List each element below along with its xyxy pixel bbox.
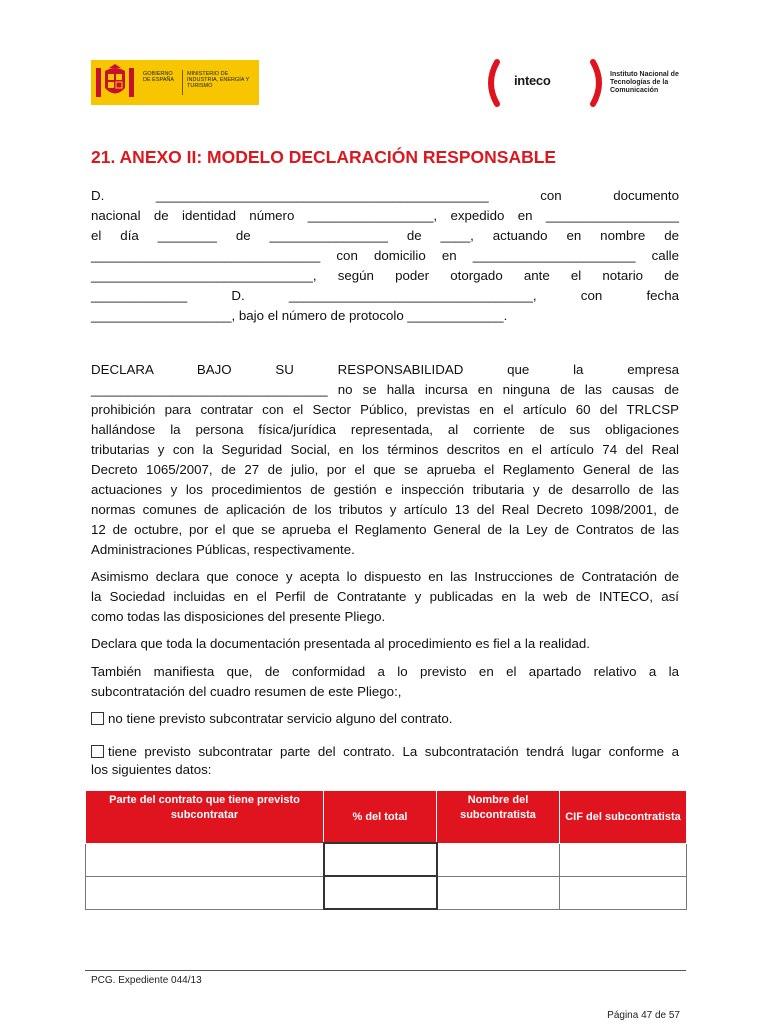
option-no-subcontratar: [91, 709, 452, 729]
gobierno-logo: [91, 60, 259, 105]
declara-line: actuaciones y los procedimientos de gestión e inspección tributaria y de desarrollo de las: [91, 482, 679, 497]
inteco-name: inteco: [514, 73, 551, 88]
identity-line: D. _____________________________________________ con documento: [91, 188, 679, 203]
subcontratacion-table: [85, 790, 687, 910]
declara-doc-line: Declara que toda la documentación presentada al procedimiento es fiel a la realidad.: [91, 636, 590, 651]
header-cif: CIF del subcontratista: [560, 791, 687, 844]
asimismo-line: como todas las disposiciones del presente Pliego.: [91, 609, 386, 624]
declara-line: Administraciones Públicas, respectivamente.: [91, 542, 355, 557]
page-title: 21. ANEXO II: MODELO DECLARACIÓN RESPONSABLE: [91, 147, 557, 167]
footer-expediente: PCG. Expediente 044/13: [91, 975, 202, 986]
cell-nombre[interactable]: [437, 843, 560, 876]
option-si-line: los siguientes datos:: [91, 762, 212, 777]
declara-line: tributarias y con la Seguridad Social, en los términos descritos en el artículo 74 del Real: [91, 442, 679, 457]
declara-line: ________________________________ no se halla incursa en ninguna de las causas de: [91, 382, 679, 397]
declara-line: hallándose la persona física/jurídica representada, al corriente de sus obligaciones: [91, 422, 679, 437]
declara-line: Decreto 1065/2007, de 27 de julio, por el que se aprueba el Reglamento General de las: [91, 462, 679, 477]
identity-line: nacional de identidad número _________________, expedido en __________________: [91, 208, 679, 223]
checkbox-si-subcontratar[interactable]: [91, 745, 104, 758]
tambien-line: subcontratación del cuadro resumen de este Pliego:,: [91, 684, 402, 699]
coat-of-arms-icon: [96, 64, 134, 101]
cell-cif[interactable]: [560, 843, 687, 876]
option-si-label: tiene previsto subcontratar parte del contrato. La subcontratación tendrá lugar conforme a: [108, 744, 679, 759]
header-porcentaje: % del total: [324, 791, 437, 844]
table-row: [86, 876, 687, 909]
identity-line: ______________________________, según poder otorgado ante el notario de: [91, 268, 679, 283]
header-nombre: Nombre del subcontratista: [437, 791, 560, 844]
cell-porcentaje[interactable]: [324, 843, 437, 876]
identity-line: _____________ D. _________________________________, con fecha: [91, 288, 679, 303]
identity-line: ___________________, bajo el número de protocolo _____________.: [91, 308, 508, 323]
identity-line: el día ________ de ________________ de ____, actuando en nombre de: [91, 228, 679, 243]
footer-divider: [85, 970, 686, 971]
cell-nombre[interactable]: [437, 876, 560, 909]
asimismo-line: la Sociedad incluidas en el Perfil de Contratante y publicadas en la web de INTECO, así: [91, 589, 679, 604]
table-row: [86, 843, 687, 876]
footer-page-number: Página 47 de 57: [607, 1010, 680, 1021]
declara-line: prohibición para contratar con el Sector Público, previstas en el artículo 60 del TRLCSP: [91, 402, 679, 417]
ministerio-text: MINISTERIO DE INDUSTRIA, ENERGÍA Y TURISMO: [187, 71, 250, 89]
option-si-subcontratar: [91, 742, 679, 762]
cell-porcentaje[interactable]: [324, 876, 437, 909]
cell-parte[interactable]: [86, 876, 324, 909]
cell-parte[interactable]: [86, 843, 324, 876]
asimismo-line: Asimismo declara que conoce y acepta lo dispuesto en las Instrucciones de Contratación de: [91, 569, 679, 584]
declara-line: 12 de octubre, por el que se aprueba el Reglamento General de la Ley de Contratos de las: [91, 522, 679, 537]
cell-cif[interactable]: [560, 876, 687, 909]
checkbox-no-subcontratar[interactable]: [91, 712, 104, 725]
gobierno-text: GOBIERNO DE ESPAÑA: [143, 71, 175, 83]
inteco-full-name: Instituto Nacional de Tecnologías de la Comunicación: [610, 71, 679, 94]
tambien-line: También manifiesta que, de conformidad a lo previsto en el apartado relativo a la: [91, 664, 679, 679]
header-parte-contrato: Parte del contrato que tiene previsto subcontratar: [86, 791, 324, 844]
table-header-row: [86, 791, 687, 844]
identity-line: _______________________________ con domicilio en ______________________ calle: [91, 248, 679, 263]
declara-line: DECLARA BAJO SU RESPONSABILIDAD que la empresa: [91, 362, 679, 377]
declara-line: normas comunes de aplicación de los tributos y artículo 13 del Real Decreto 1098/2001, de: [91, 502, 679, 517]
option-no-label: no tiene previsto subcontratar servicio alguno del contrato.: [108, 711, 453, 726]
logo-divider: [182, 70, 183, 95]
